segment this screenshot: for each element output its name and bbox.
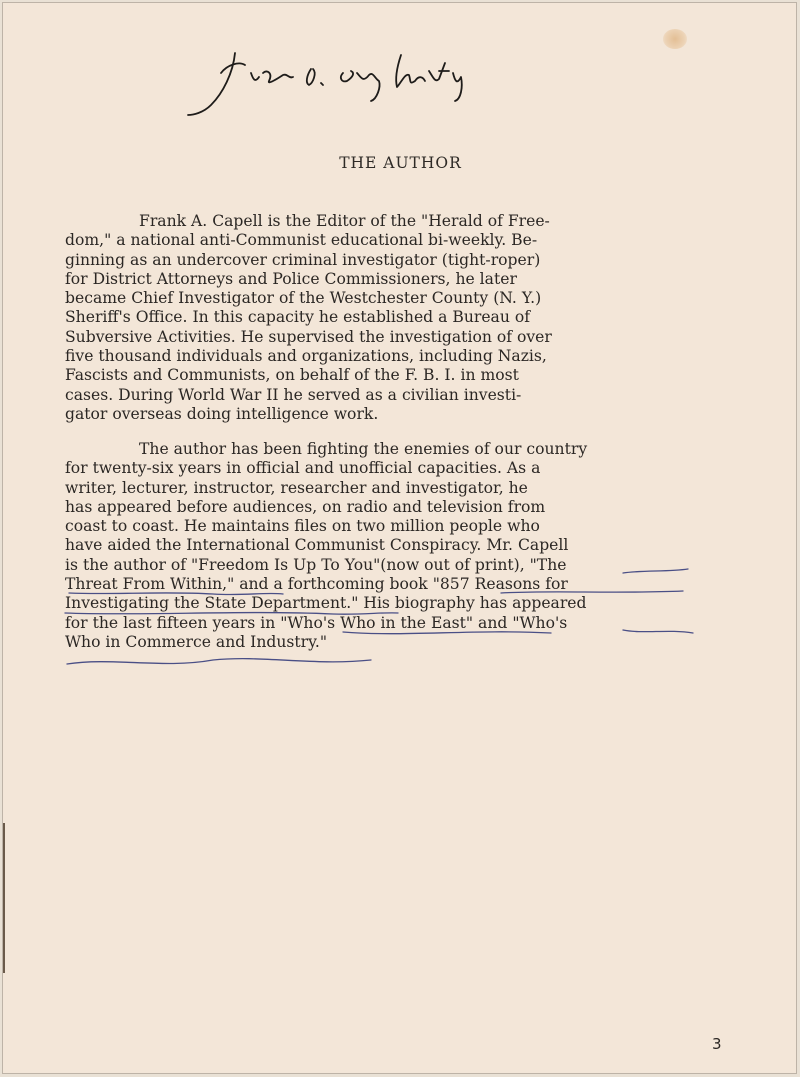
text-line: five thousand individuals and organizations, including Nazis, [65, 347, 547, 366]
text-line: Subversive Activities. He supervised the investigation of over [65, 327, 552, 346]
text-line: for District Attorneys and Police Commissioners, he later [65, 269, 517, 288]
text-line: Threat From Within," and a forthcoming book "857 Reasons for [65, 575, 568, 594]
text-line: is the author of "Freedom Is Up To You"(now out of print), "The [65, 555, 567, 574]
text-line: Investigating the State Department." His biography has appeared [65, 594, 587, 613]
text-line: coast to coast. He maintains files on two million people who [65, 517, 540, 536]
document-page [2, 2, 797, 1074]
underline-commerce-industry [67, 659, 371, 664]
text-line: have aided the International Communist Conspiracy. Mr. Capell [65, 536, 569, 555]
section-title: THE AUTHOR [339, 154, 462, 172]
text-line: writer, lecturer, instructor, researcher and investigator, he [65, 478, 528, 497]
text-line: Frank A. Capell is the Editor of the "Herald of Free- [139, 212, 550, 230]
text-line: Fascists and Communists, on behalf of the F. B. I. in most [65, 366, 519, 385]
biography-paragraph-1 [65, 212, 715, 424]
paper-stain [663, 29, 687, 49]
page-number: 3 [712, 1035, 722, 1053]
text-line: for twenty-six years in official and unofficial capacities. As a [65, 459, 541, 478]
text-line: The author has been fighting the enemies of our country [139, 440, 588, 458]
handwritten-signature [183, 43, 483, 118]
biography-paragraph-2 [65, 440, 715, 652]
text-line: ginning as an undercover criminal investigator (tight-roper) [65, 250, 541, 269]
text-line: has appeared before audiences, on radio and television from [65, 497, 546, 516]
text-line: became Chief Investigator of the Westchester County (N. Y.) [65, 289, 542, 308]
text-line: cases. During World War II he served as a civilian investi- [65, 385, 522, 404]
binding-edge [3, 823, 9, 973]
text-line: for the last fifteen years in "Who's Who in the East" and "Who's [65, 613, 568, 632]
text-line: dom," a national anti-Communist educational bi-weekly. Be- [65, 231, 538, 250]
text-line: Sheriff's Office. In this capacity he established a Bureau of [65, 308, 531, 327]
text-line: Who in Commerce and Industry." [65, 632, 327, 651]
text-line: gator overseas doing intelligence work. [65, 404, 379, 423]
